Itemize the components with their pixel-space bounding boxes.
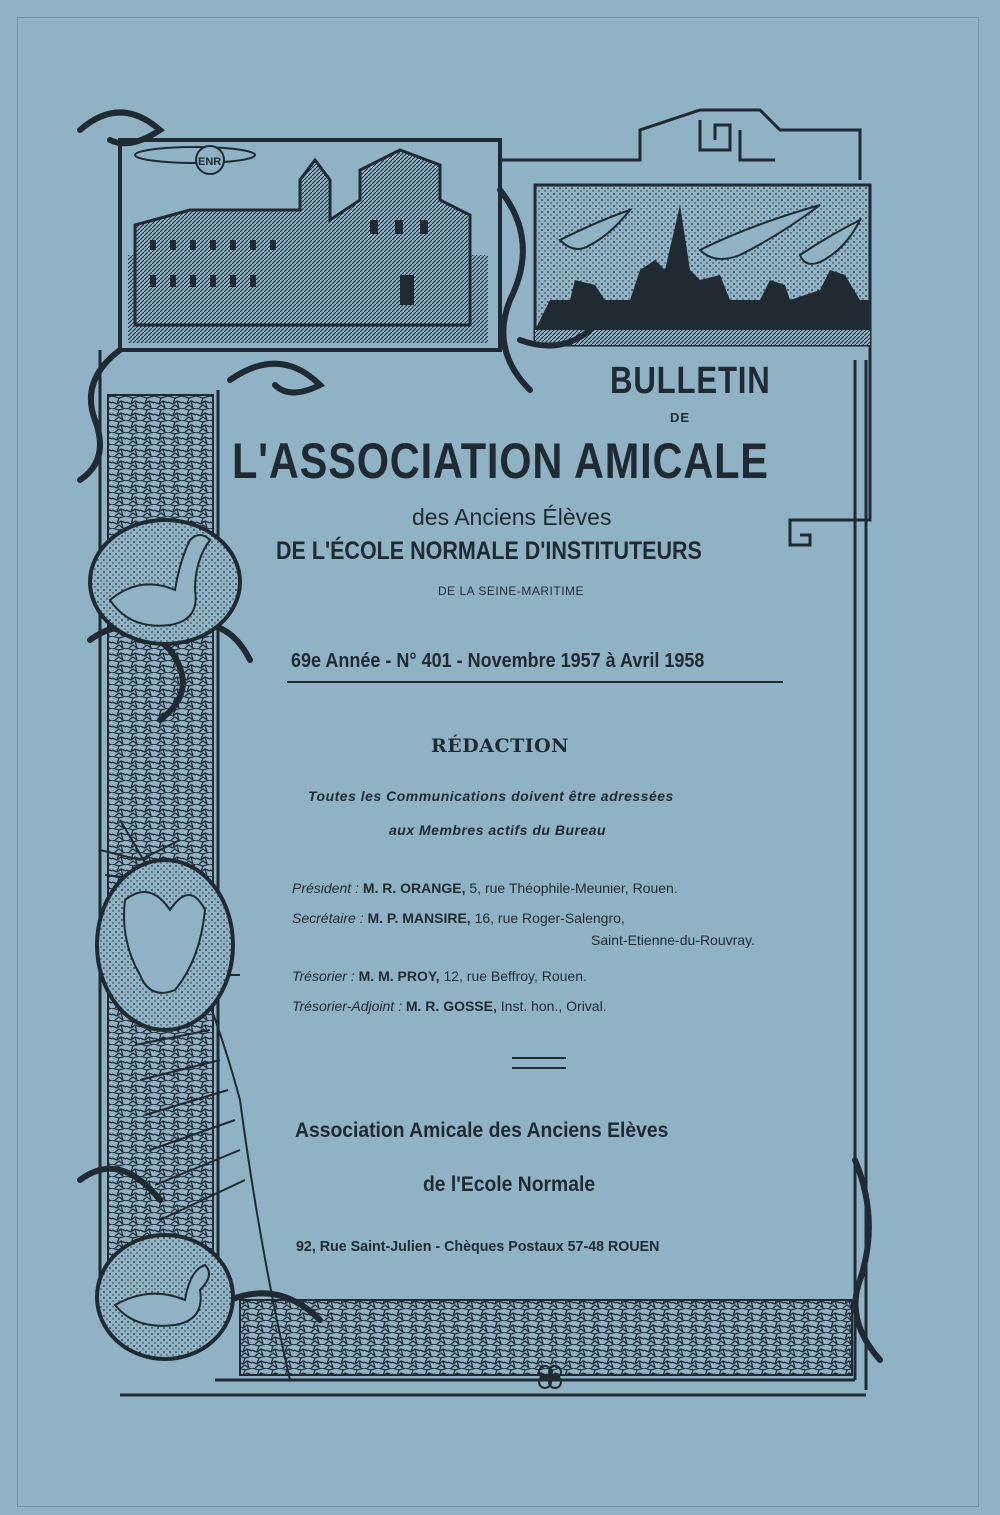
redaction-note-line2: aux Membres actifs du Bureau <box>389 822 607 838</box>
member-president <box>292 880 678 896</box>
member-role: Trésorier-Adjoint : <box>292 998 402 1014</box>
goose-medallion <box>90 520 240 644</box>
footer-association-line1: Association Amicale des Anciens Elèves <box>295 1119 669 1142</box>
divider-bottom <box>512 1067 566 1069</box>
association-title: L'ASSOCIATION AMICALE <box>232 433 769 489</box>
skyline-panel <box>535 185 870 345</box>
turkey-medallion <box>97 860 233 1030</box>
mosaic-band <box>240 1300 852 1375</box>
member-name: M. R. ORANGE, <box>362 880 466 896</box>
subtitle-anciens-eleves: des Anciens Élèves <box>412 504 612 530</box>
member-address: 12, rue Beffroy, Rouen. <box>443 968 587 984</box>
member-role: Président : <box>292 880 359 896</box>
duck-medallion <box>97 1235 233 1359</box>
redaction-heading: RÉDACTION <box>430 735 570 757</box>
footer-association-line2: de l'Ecole Normale <box>423 1173 596 1196</box>
member-name: M. P. MANSIRE, <box>367 910 471 926</box>
title-de: DE <box>670 410 691 425</box>
member-tresorier <box>292 968 587 984</box>
member-address: Inst. hon., Orival. <box>500 998 607 1014</box>
footer-address: 92, Rue Saint-Julien - Chèques Postaux 57-48 ROUEN <box>296 1238 660 1255</box>
member-address: 16, rue Roger-Salengro, <box>474 910 625 926</box>
member-role: Trésorier : <box>292 968 355 984</box>
redaction-note-line1: Toutes les Communications doivent être adressées <box>308 788 674 804</box>
issue-rule <box>287 681 783 683</box>
member-name: M. M. PROY, <box>358 968 440 984</box>
member-secretaire <box>292 910 625 926</box>
subtitle-department: DE LA SEINE-MARITIME <box>438 584 585 598</box>
issue-line: 69e Année - N° 401 - Novembre 1957 à Avril 1958 <box>291 650 705 672</box>
member-name: M. R. GOSSE, <box>405 998 497 1014</box>
school-building-vignette <box>120 140 500 350</box>
bulletin-title: BULLETIN <box>610 360 771 402</box>
member-tresorier-adjoint <box>292 998 607 1014</box>
member-role: Secrétaire : <box>292 910 364 926</box>
member-address-continued: Saint-Etienne-du-Rouvray. <box>591 932 755 948</box>
member-address: 5, rue Théophile-Meunier, Rouen. <box>469 880 678 896</box>
logo-text: ENR <box>198 156 222 168</box>
subtitle-ecole-normale: DE L'ÉCOLE NORMALE D'INSTITUTEURS <box>276 537 702 565</box>
divider-top <box>512 1057 566 1059</box>
